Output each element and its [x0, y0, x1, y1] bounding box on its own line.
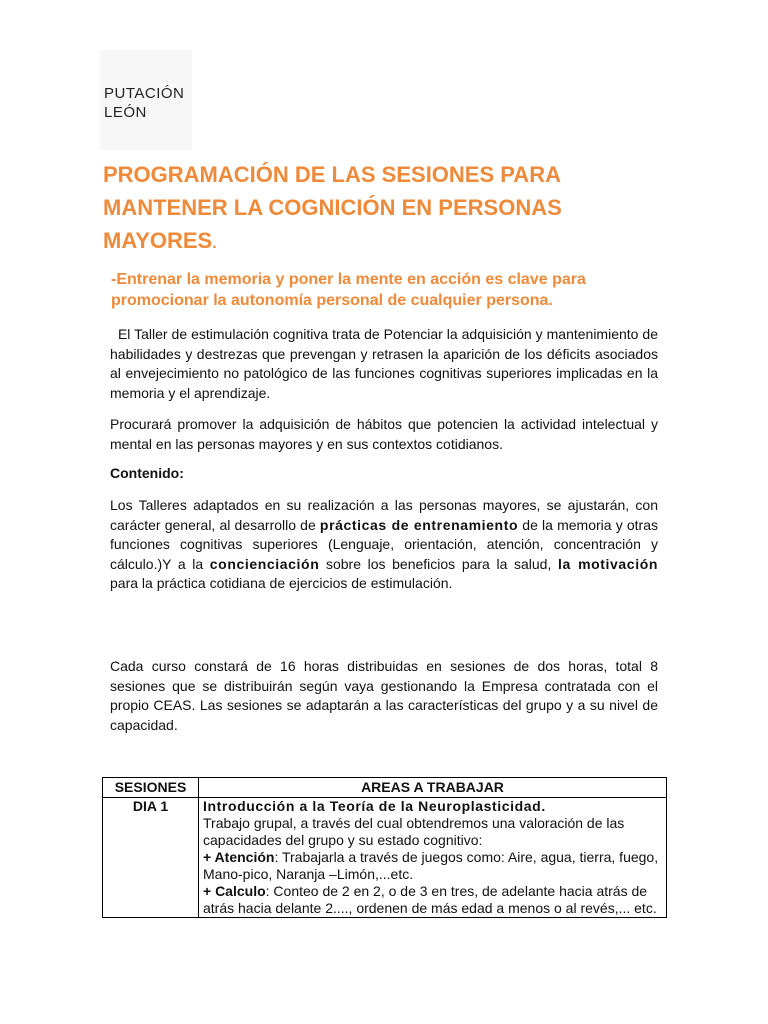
- paragraph-contenido-part-3: sobre los beneficios para la salud,: [319, 555, 558, 572]
- table-cell-day: DIA 1: [103, 798, 199, 918]
- sessions-table: [102, 777, 667, 918]
- paragraph-intro: [110, 325, 658, 403]
- paragraph-curso: Cada curso constará de 16 horas distribuidas en sesiones de dos horas, total 8 sesiones que se distribuirán según vaya gestionando la Empresa contratada con el propio CEAS. Las sesiones se adaptarán a las características del grupo y a su nivel de capacidad.: [110, 658, 658, 733]
- session-item-atencion-label: + Atención: [203, 849, 275, 865]
- table-header-sesiones: SESIONES: [103, 778, 199, 798]
- diputacion-leon-logo: [104, 84, 184, 122]
- table-cell-areas: [199, 798, 667, 918]
- session-item-calculo-text: : Conteo de 2 en 2, o de 3 en tres, de adelante hacia atrás de atrás hacia delante 2...., ordenen de más edad a menos o al revés,... etc.: [203, 883, 657, 916]
- bold-motivacion: la motivación: [557, 555, 658, 572]
- paragraph-contenido-part-2: de la memoria y otras funciones cognitivas superiores (Lenguaje, orientación, atención, concentración y cálculo.)Y a la: [110, 516, 658, 572]
- paragraph-contenido: [110, 496, 658, 594]
- paragraph-habits: Procurará promover la adquisición de hábitos que potencien la actividad intelectual y mental en las personas mayores y en sus contextos cotidianos.: [110, 416, 658, 452]
- bold-concienciacion: concienciación: [209, 555, 320, 572]
- document-subtitle: -Entrenar la memoria y poner la mente en acción es clave para promocionar la autonomía personal de cualquier persona.: [111, 271, 586, 309]
- bold-practicas: prácticas de entrenamiento: [319, 516, 519, 533]
- session-item-atencion: [203, 849, 662, 883]
- table-row: [103, 798, 667, 918]
- paragraph-contenido-part-1: Los Talleres adaptados en su realización a las personas mayores, se ajustarán, con carácter general, al desarrollo de: [110, 497, 658, 533]
- paragraph-intro-text: El Taller de estimulación cognitiva trata de Potenciar la adquisición y mantenimiento de habilidades y destrezas que prevengan y retrasen la aparición de los déficits asociados al envejecimiento no patológico de las funciones cognitivas superiores implicadas en la memoria y el aprendizaje.: [110, 326, 658, 401]
- document-title-dot: .: [212, 235, 217, 252]
- session-intro: Trabajo grupal, a través del cual obtendremos una valoración de las capacidades del grupo y su estado cognitivo:: [203, 815, 625, 848]
- session-item-calculo: [203, 883, 662, 917]
- paragraph-contenido-part-4: para la práctica cotidiana de ejercicios de estimulación.: [110, 575, 453, 592]
- logo-line-1: PUTACIÓN: [104, 85, 185, 102]
- table-header-row: [103, 778, 667, 798]
- session-item-calculo-label: + Calculo: [203, 883, 266, 899]
- table-header-areas: AREAS A TRABAJAR: [199, 778, 667, 798]
- logo-line-2: LEÓN: [104, 104, 147, 121]
- session-item-atencion-text: : Trabajarla a través de juegos como: Aire, agua, tierra, fuego, Mano-pico, Naranja –Limón,...etc.: [203, 849, 659, 882]
- contenido-heading: Contenido:: [110, 465, 184, 481]
- document-title-text: PROGRAMACIÓN DE LAS SESIONES PARA MANTENER LA COGNICIÓN EN PERSONAS MAYORES: [103, 162, 562, 253]
- document-title: [103, 158, 663, 260]
- session-title: Introducción a la Teoría de la Neuroplasticidad.: [203, 798, 546, 814]
